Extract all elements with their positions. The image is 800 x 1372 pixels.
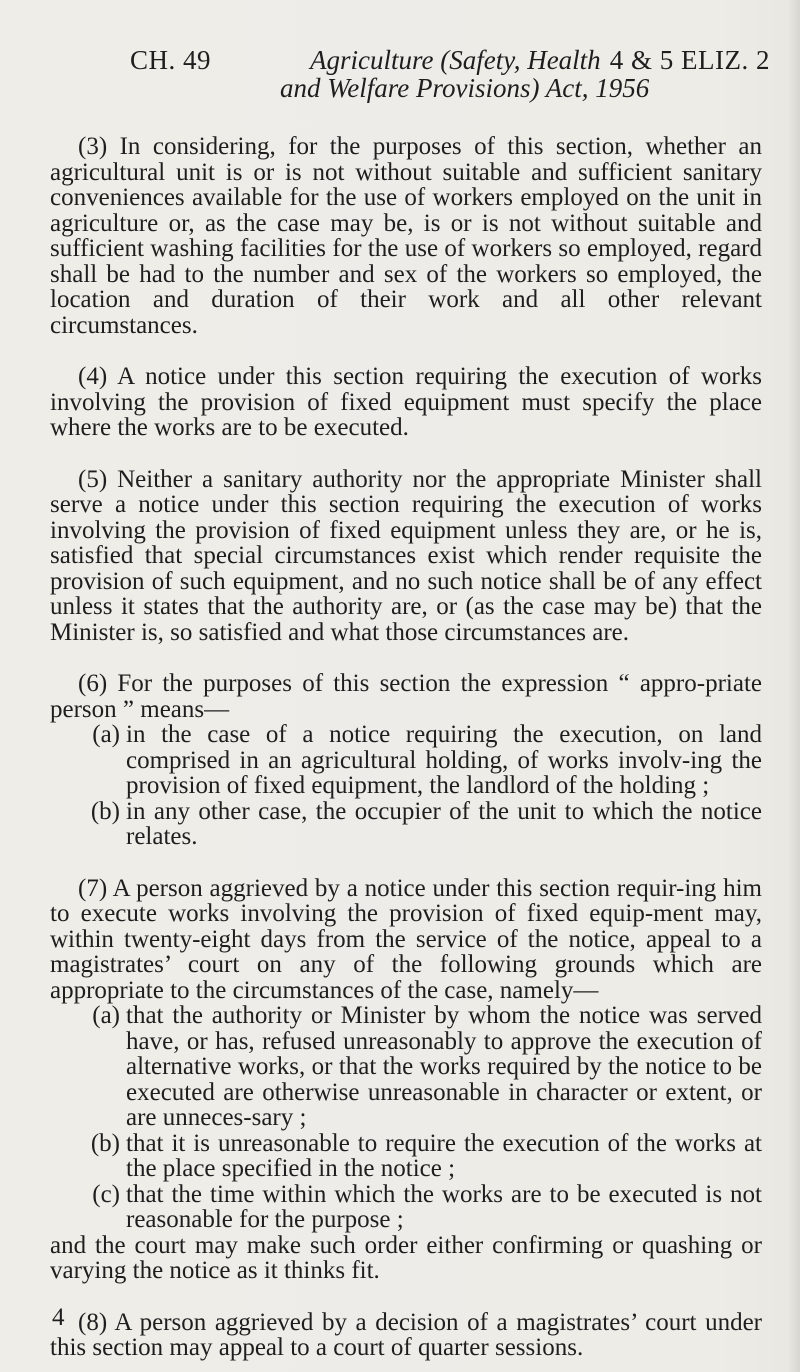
item-label: (a): [92, 721, 120, 748]
item-text: that the authority or Minister by whom the notice was served have, or has, refused unreasonably to approve the execution of alternative works, or that the works required by the notice to be executed are otherwise unreasonable in character or extent, or are unneces-sary ;: [126, 1002, 762, 1131]
subsection-7-items: [50, 1003, 762, 1233]
item-label: (c): [92, 1180, 120, 1208]
subsection-6-items: [50, 722, 762, 850]
subsection-8: (8) A person aggrieved by a decision of a magistrates’ court under this section may appeal to a court of quarter sessions.: [50, 1308, 762, 1361]
list-item: [50, 1003, 762, 1131]
chapter-number: CH. 49: [130, 45, 212, 75]
act-title-line1: Agriculture (Safety, Health: [310, 45, 601, 75]
item-text: in any other case, the occupier of the unit to which the notice relates.: [126, 797, 762, 850]
subsection-3: (3) In considering, for the purposes of this section, whether an agricultural unit is or is not without suitable and sufficient sanitary conveniences available for the use of workers employed on the unit in agriculture or, as the case may be, is or is not without suitable and sufficient washing facilities for the use of workers so employed, regard shall be had to the number and sex of the workers so employed, the location and duration of their work and all other relevant circumstances.: [50, 133, 762, 339]
list-item: [50, 1182, 762, 1233]
page-number: 4: [52, 1304, 65, 1331]
list-item: [50, 1131, 762, 1182]
item-text: that it is unreasonable to require the execution of the works at the place specified in the notice ;: [126, 1129, 762, 1182]
item-label: (b): [90, 797, 120, 825]
item-text: in the case of a notice requiring the execution, on land comprised in an agricultural holding, of works involv-ing the provision of fixed equipment, the landlord of the holding ;: [126, 721, 762, 799]
section-body: [50, 134, 762, 1361]
item-text: that the time within which the works are to be executed is not reasonable for the purpose ;: [126, 1180, 762, 1233]
running-header: [130, 46, 770, 116]
subsection-5: (5) Neither a sanitary authority nor the appropriate Minister shall serve a notice under this section requiring the execution of works involving the provision of fixed equipment unless they are, or he is, satisfied that special circumstances exist which render requisite the provision of such equipment, and no such notice shall be of any effect unless it states that the authority are, or (as the case may be) that the Minister is, so satisfied and what those circumstances are.: [50, 465, 762, 646]
list-item: [50, 722, 762, 799]
page-edge-shadow: [788, 0, 800, 1372]
subsection-7-intro: (7) A person aggrieved by a notice under this section requir-ing him to execute works involving the provision of fixed equip-ment may, within twenty-eight days from the service of the notice, appeal to a magistrates’ court on any of the following grounds which are appropriate to the circumstances of the case, namely—: [50, 874, 762, 1004]
subsection-4: (4) A notice under this section requiring the execution of works involving the provision of fixed equipment must specify the place where the works are to be executed.: [50, 363, 762, 441]
item-label: (a): [92, 1002, 120, 1029]
subsection-7-conclusion: and the court may make such order either confirming or quashing or varying the notice as it thinks fit.: [50, 1231, 762, 1284]
act-title-line2: and Welfare Provisions) Act, 1956: [280, 73, 650, 103]
subsection-6-intro: (6) For the purposes of this section the expression “ appro-priate person ” means—: [50, 670, 762, 723]
regnal-year: 4 & 5 ELIZ. 2: [609, 45, 770, 75]
list-item: [50, 799, 762, 850]
item-label: (b): [90, 1129, 120, 1157]
